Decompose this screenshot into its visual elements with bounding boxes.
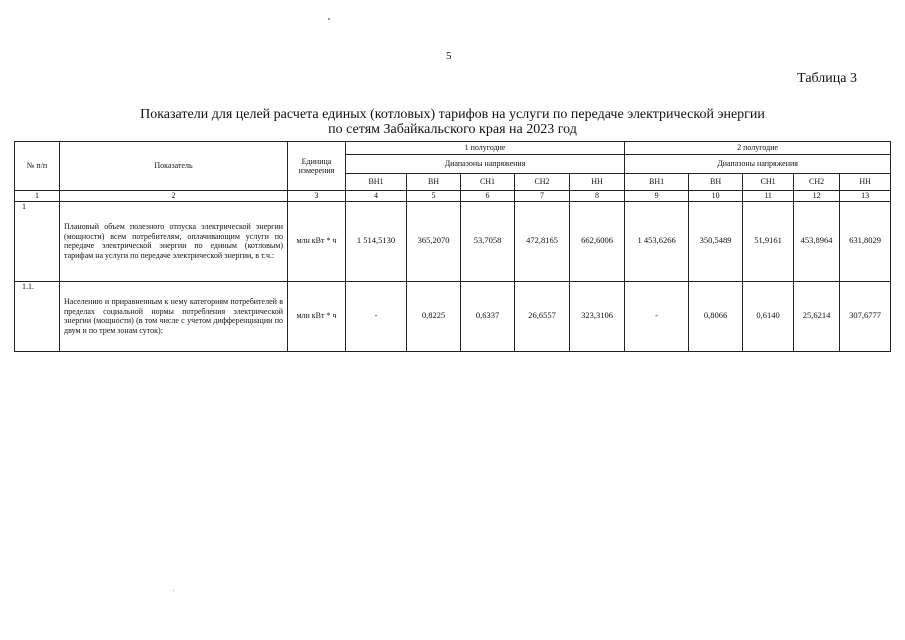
column-number: 13 [840,191,891,202]
header-level: СН2 [515,174,570,191]
value-cell: - [346,281,407,351]
header-level: НН [840,174,891,191]
value-cell: 26,6557 [515,281,570,351]
column-number: 10 [689,191,743,202]
page-number: 5 [446,50,452,62]
table-row [15,281,891,351]
header-level: НН [570,174,625,191]
column-number: 4 [346,191,407,202]
value-cell: 51,9161 [743,201,794,281]
value-cell: 472,8165 [515,201,570,281]
value-cell: 25,6214 [794,281,840,351]
value-cell: 307,6777 [840,281,891,351]
value-cell: 0,6140 [743,281,794,351]
column-number: 8 [570,191,625,202]
header-num: № п/п [15,142,60,191]
row-indicator: Населению и приравненным к нему категориям потребителей в пределах социальной нормы потребления электрической энергии (мощности) (в том числе с учетом дифференциации по двум и по трем зонам суток): [60,281,288,351]
value-cell: 1 453,6266 [625,201,689,281]
value-cell: 323,3106 [570,281,625,351]
column-number: 11 [743,191,794,202]
value-cell: 350,5489 [689,201,743,281]
header-level: ВН1 [625,174,689,191]
row-indicator: Плановый объем полезного отпуска электрической энергии (мощности) всем потребителям, оплачивающим услуги по передаче электрической энергии по единым (котловым) тарифам на услуги по передаче электрической энергии, в т.ч.: [60,201,288,281]
table-row [15,201,891,281]
header-level: ВН [689,174,743,191]
row-num: 1 [15,201,60,281]
column-number: 2 [60,191,288,202]
column-number: 7 [515,191,570,202]
table-label: Таблица 3 [797,71,857,86]
value-cell: 0,6337 [461,281,515,351]
header-unit: Единица измерения [288,142,346,191]
value-cell: 0,8225 [407,281,461,351]
column-number: 1 [15,191,60,202]
value-cell: 662,6006 [570,201,625,281]
value-cell: 1 514,5130 [346,201,407,281]
tariff-table [14,141,891,352]
value-cell: 631,8029 [840,201,891,281]
header-level: СН2 [794,174,840,191]
title-line-1: Показатели для целей расчета единых (котловых) тарифов на услуги по передаче электрической энергии [140,107,765,122]
scan-speck [328,18,330,20]
header-half2: 2 полугодие [625,142,891,155]
column-number: 12 [794,191,840,202]
value-cell: 53,7058 [461,201,515,281]
row-unit: млн кВт * ч [288,201,346,281]
value-cell: - [625,281,689,351]
header-indicator: Показатель [60,142,288,191]
value-cell: 453,8964 [794,201,840,281]
header-voltage-ranges-1: Диапазоны напряжения [346,155,625,174]
header-half1: 1 полугодие [346,142,625,155]
header-voltage-ranges-2: Диапазоны напряжения [625,155,891,174]
title-line-2: по сетям Забайкальского края на 2023 год [328,122,577,137]
column-number: 6 [461,191,515,202]
value-cell: 365,2070 [407,201,461,281]
header-level: СН1 [461,174,515,191]
header-level: СН1 [743,174,794,191]
scan-speck [173,590,174,591]
page-title [100,107,805,137]
row-unit: млн кВт * ч [288,281,346,351]
column-number: 9 [625,191,689,202]
header-level: ВН [407,174,461,191]
row-num: 1.1. [15,281,60,351]
column-number: 3 [288,191,346,202]
column-number: 5 [407,191,461,202]
header-level: ВН1 [346,174,407,191]
value-cell: 0,8066 [689,281,743,351]
